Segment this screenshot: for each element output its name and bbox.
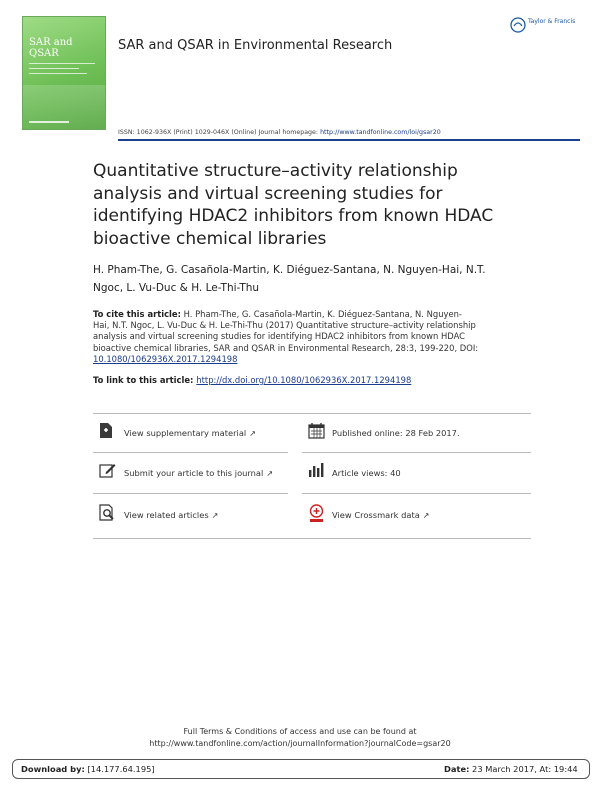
published-online: [308, 422, 528, 442]
related-label: View related articles: [124, 510, 209, 520]
issn-text: ISSN: 1062-936X (Print) 1029-046X (Online) Journal homepage:: [118, 129, 321, 136]
views-label: Article views: 40: [332, 468, 401, 478]
article-title: Quantitative structure–activity relationship analysis and virtual screening studies for identifying HDAC2 inhibitors from known HDAC bioactive chemical libraries: [93, 161, 494, 249]
external-link-icon: ↗: [211, 511, 219, 520]
citation-label: To cite this article:: [93, 309, 181, 319]
journal-title: SAR and QSAR in Environmental Research: [118, 38, 393, 53]
external-link-icon: ↗: [266, 469, 274, 478]
article-authors: H. Pham-The, G. Casañola-Martin, K. Diéguez-Santana, N. Nguyen-Hai, N.T. Ngoc, L. Vu-Duc & H. Le-Thi-Thu: [93, 264, 486, 294]
article-doi-link[interactable]: http://dx.doi.org/10.1080/1062936X.2017.1294198: [196, 375, 412, 385]
publisher-logo-text: Taylor & Francis: [528, 18, 576, 25]
action-divider: [93, 538, 531, 539]
citation-block: To cite this article: H. Pham-The, G. Casañola-Martin, K. Diéguez-Santana, N. Nguyen- Hai, N.T. Ngoc, L. Vu-Duc & H. Le-Thi-Thu (2017) Quantitative structure–activity relationship analysis and virtual screening studies for identifying HDAC2 inhibitors from known HDAC bioactive chemical libraries, SAR and QSAR in Environmental Research, 28:3, 199-220, DOI: 10.1080/1062936X.2017.1294198: [93, 309, 479, 364]
terms-url-link[interactable]: http://www.tandfonline.com/action/journalInformation?journalCode=gsar20: [149, 739, 451, 748]
terms-line: Full Terms & Conditions of access and use can be found at: [183, 727, 417, 736]
view-related-articles-button[interactable]: [99, 504, 279, 524]
action-divider: [302, 493, 531, 494]
crossmark-label: View Crossmark data: [332, 510, 420, 520]
downloaded-by-label: Download by:: [21, 764, 85, 774]
external-link-icon: ↗: [422, 511, 430, 520]
article-link-row: [93, 375, 411, 385]
action-divider: [93, 413, 531, 414]
view-crossmark-button[interactable]: [308, 504, 528, 526]
document-add-icon: [99, 422, 113, 439]
bar-chart-icon: [308, 462, 325, 478]
action-divider: [93, 493, 288, 494]
publisher-logo[interactable]: [510, 16, 592, 38]
date-value: 23 March 2017, At: 19:44: [469, 764, 578, 774]
submit-article-button[interactable]: [99, 462, 294, 482]
submit-label: Submit your article to this journal: [124, 468, 264, 478]
journal-homepage-link[interactable]: http://www.tandfonline.com/loi/gsar20: [320, 129, 441, 136]
date-label: Date:: [444, 764, 470, 774]
cover-title: SAR and QSAR: [29, 37, 73, 59]
calendar-icon: [308, 422, 325, 439]
header-divider: [118, 139, 580, 141]
edit-icon: [99, 462, 116, 478]
action-divider: [302, 452, 531, 453]
action-divider: [93, 452, 288, 453]
link-label: To link to this article:: [93, 375, 197, 385]
supplementary-label: View supplementary material: [124, 428, 247, 438]
journal-cover-image: [22, 16, 106, 130]
external-link-icon: ↗: [249, 429, 256, 438]
related-search-icon: [99, 504, 116, 521]
citation-doi-link[interactable]: 10.1080/1062936X.2017.1294198: [93, 353, 238, 364]
view-supplementary-button[interactable]: [99, 422, 289, 442]
download-info-bar: [12, 759, 590, 779]
crossmark-icon: [308, 504, 325, 523]
issn-line: [118, 129, 441, 136]
article-views: [308, 462, 528, 482]
downloaded-by-value: [14.177.64.195]: [84, 764, 155, 774]
published-label: Published online: 28 Feb 2017.: [332, 428, 460, 438]
taylor-francis-logo-icon: [510, 17, 526, 33]
